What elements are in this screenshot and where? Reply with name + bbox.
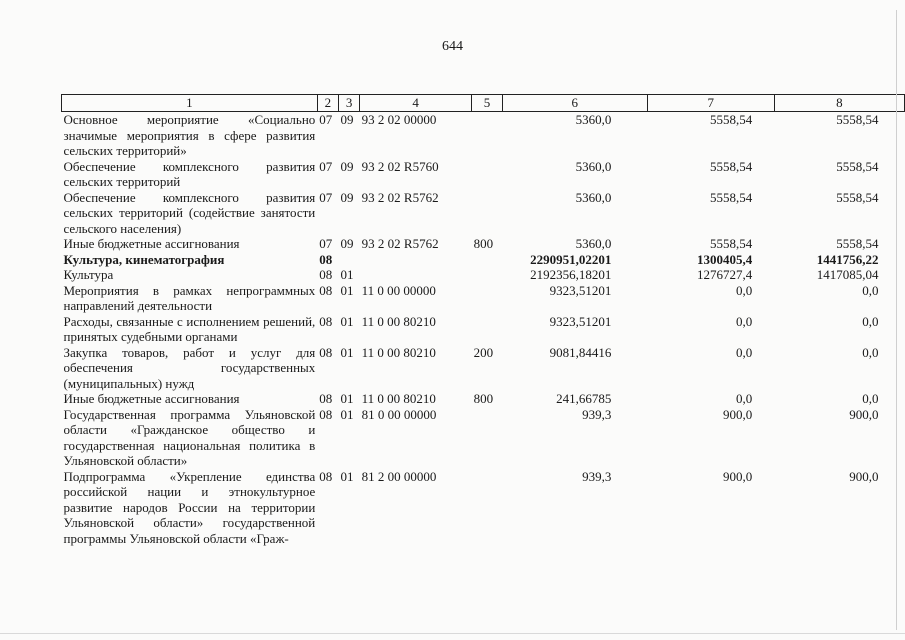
row-subsection: 09 <box>340 189 354 205</box>
table-row <box>62 345 905 392</box>
row-value-col8: 5558,54 <box>836 112 879 127</box>
row-section: 08 <box>319 468 333 484</box>
row-value-col7: 900,0 <box>722 468 753 484</box>
row-value-col8: 0,0 <box>862 282 879 298</box>
row-value-col7: 5558,54 <box>709 112 753 127</box>
row-name: Обеспечение комплексного развития сельских территорий <box>63 158 316 189</box>
row-expense-type <box>472 267 503 283</box>
table-row <box>62 267 905 283</box>
row-target-code: 93 2 02 R5762 <box>361 236 439 251</box>
row-expense-type <box>472 314 503 345</box>
row-target-code: 81 2 00 00000 <box>361 468 437 484</box>
row-value-col8: 5558,54 <box>836 189 879 205</box>
table-row <box>62 159 905 190</box>
row-subsection: 09 <box>340 236 354 251</box>
row-value-col6: 2290951,02201 <box>530 251 612 267</box>
header-cell: 3 <box>338 95 359 112</box>
row-target-code: 11 0 00 00000 <box>361 282 436 298</box>
row-value-col8: 0,0 <box>862 313 879 329</box>
row-target-code: 93 2 02 R5762 <box>361 189 439 205</box>
row-subsection: 09 <box>340 112 354 127</box>
row-expense-type: 200 <box>473 344 494 360</box>
row-value-col7: 0,0 <box>735 282 753 298</box>
row-value-col7: 900,0 <box>722 406 753 422</box>
header-cell: 2 <box>317 95 338 112</box>
row-subsection: 01 <box>340 344 354 360</box>
header-cell: 1 <box>62 95 318 112</box>
row-value-col6: 939,3 <box>582 406 612 422</box>
row-expense-type: 800 <box>473 236 494 251</box>
row-name: Культура <box>63 267 114 282</box>
row-name: Подпрограмма «Укрепление единства российской нации и этнокультурное развитие народов России на территории Ульяновской области» государственной программы Ульяновской области «Граж- <box>63 468 316 546</box>
row-value-col6: 5360,0 <box>575 112 612 127</box>
row-value-col7: 0,0 <box>735 391 753 406</box>
row-subsection <box>338 252 359 268</box>
row-expense-type <box>472 252 503 268</box>
table-row <box>62 314 905 345</box>
row-target-code <box>360 252 472 268</box>
row-subsection: 01 <box>340 391 354 406</box>
row-value-col6: 9323,51201 <box>549 282 612 298</box>
row-name: Обеспечение комплексного развития сельских территорий (содействие занятости сельского населения) <box>63 189 316 236</box>
row-value-col8: 5558,54 <box>836 236 879 251</box>
row-section: 08 <box>319 406 333 422</box>
row-target-code: 11 0 00 80210 <box>361 391 436 406</box>
table-row <box>62 391 905 407</box>
row-section: 08 <box>319 344 333 360</box>
header-cell: 4 <box>360 95 472 112</box>
row-value-col6: 939,3 <box>582 468 612 484</box>
row-value-col7: 5558,54 <box>709 236 753 251</box>
header-cell: 6 <box>502 95 647 112</box>
row-expense-type <box>472 159 503 190</box>
row-section: 07 <box>319 158 333 174</box>
table-row <box>62 469 905 547</box>
row-target-code: 93 2 02 00000 <box>361 112 437 127</box>
row-value-col8: 900,0 <box>849 468 879 484</box>
row-name: Расходы, связанные с исполнением решений, принятых судебными органами <box>63 313 316 344</box>
row-value-col8: 0,0 <box>862 391 879 406</box>
row-name: Иные бюджетные ассигнования <box>63 391 240 406</box>
row-value-col6: 5360,0 <box>575 189 612 205</box>
row-section: 07 <box>319 236 333 251</box>
row-subsection: 01 <box>340 313 354 329</box>
row-name: Государственная программа Ульяновской области «Гражданское общество и государственная национальная политика в Ульяновской области» <box>63 406 316 468</box>
row-value-col6: 9323,51201 <box>549 313 612 329</box>
row-subsection: 01 <box>340 468 354 484</box>
row-name: Иные бюджетные ассигнования <box>63 236 240 251</box>
row-value-col7: 1276727,4 <box>696 267 753 282</box>
row-subsection: 09 <box>340 158 354 174</box>
row-value-col8: 900,0 <box>849 406 879 422</box>
row-section: 08 <box>319 391 333 406</box>
row-value-col8: 1417085,04 <box>816 267 879 282</box>
budget-table <box>61 94 905 546</box>
row-value-col6: 9081,84416 <box>549 344 612 360</box>
row-expense-type <box>472 407 503 469</box>
row-target-code <box>360 267 472 283</box>
table-row <box>62 236 905 252</box>
row-section: 08 <box>319 313 333 329</box>
row-subsection: 01 <box>340 406 354 422</box>
row-target-code: 93 2 02 R5760 <box>361 158 439 174</box>
row-expense-type <box>472 190 503 237</box>
row-target-code: 81 0 00 00000 <box>361 406 437 422</box>
row-section: 08 <box>319 282 333 298</box>
row-target-code: 11 0 00 80210 <box>361 313 436 329</box>
row-value-col7: 0,0 <box>735 313 753 329</box>
row-section: 07 <box>319 112 333 127</box>
row-expense-type <box>472 283 503 314</box>
row-name: Закупка товаров, работ и услуг для обеспечения государственных (муниципальных) нужд <box>63 344 316 391</box>
row-value-col6: 2192356,18201 <box>530 267 612 282</box>
row-expense-type <box>472 469 503 547</box>
table-header-row <box>62 95 905 112</box>
row-name: Мероприятия в рамках непрограммных направлений деятельности <box>63 282 316 313</box>
row-value-col7: 5558,54 <box>709 158 753 174</box>
row-value-col6: 5360,0 <box>575 158 612 174</box>
row-value-col8: 0,0 <box>862 344 879 360</box>
row-section: 08 <box>319 267 333 282</box>
row-expense-type: 800 <box>473 391 494 406</box>
table-row <box>62 283 905 314</box>
row-value-col6: 5360,0 <box>575 236 612 251</box>
table-row <box>62 407 905 469</box>
row-section: 07 <box>319 189 333 205</box>
header-cell: 5 <box>472 95 503 112</box>
row-expense-type <box>472 112 503 159</box>
row-value-col7: 0,0 <box>735 344 753 360</box>
table-row <box>62 190 905 237</box>
row-subsection: 01 <box>340 282 354 298</box>
row-name: Культура, кинематография <box>63 251 225 267</box>
row-name: Основное мероприятие «Социально значимые мероприятия в сфере развития сельских территорий» <box>63 112 316 158</box>
page-number: 644 <box>442 39 463 54</box>
row-section: 08 <box>319 251 333 267</box>
row-value-col7: 1300405,4 <box>696 251 753 267</box>
row-subsection: 01 <box>340 267 354 282</box>
row-target-code: 11 0 00 80210 <box>361 344 436 360</box>
header-cell: 7 <box>647 95 774 112</box>
header-cell: 8 <box>774 95 904 112</box>
row-value-col8: 1441756,22 <box>816 251 879 267</box>
row-value-col7: 5558,54 <box>709 189 753 205</box>
row-value-col8: 5558,54 <box>836 158 879 174</box>
scan-edge-line <box>896 10 897 630</box>
row-value-col6: 241,66785 <box>556 391 612 406</box>
scan-bottom-line <box>0 633 905 634</box>
table-row <box>62 112 905 159</box>
table-row <box>62 252 905 268</box>
